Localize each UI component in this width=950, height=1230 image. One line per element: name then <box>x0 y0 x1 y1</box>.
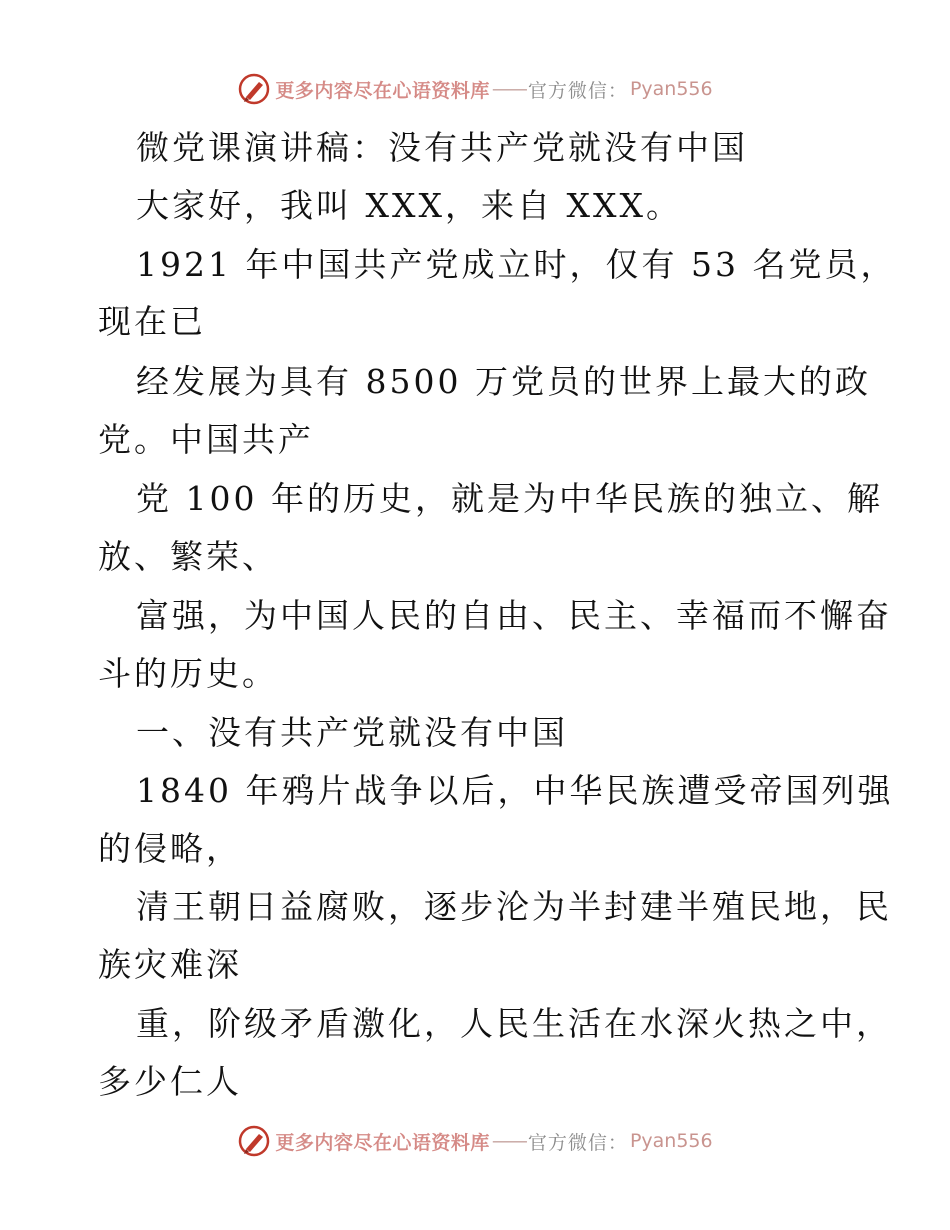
paragraph-line: 1921 年中国共产党成立时，仅有 53 名党员， <box>136 245 897 284</box>
banner-dash: —— <box>491 1130 526 1152</box>
banner-dash: —— <box>491 78 526 100</box>
paragraph-line: 现在已 <box>98 302 206 341</box>
paragraph-line: 放、繁荣、 <box>98 537 278 576</box>
paragraph-line: 党。中国共产 <box>98 420 314 459</box>
pen-logo-icon <box>237 72 271 106</box>
banner-main-text: 更多内容尽在心语资料库 <box>275 1131 490 1154</box>
paragraph-line: 族灾难深 <box>98 945 242 984</box>
document-title: 微党课演讲稿：没有共产党就没有中国 <box>136 128 748 167</box>
paragraph-line: 的侵略， <box>98 829 242 868</box>
header-banner <box>0 72 950 106</box>
paragraph-line: 党 100 年的历史，就是为中华民族的独立、解 <box>136 479 883 518</box>
paragraph-line: 清王朝日益腐败，逐步沦为半封建半殖民地，民 <box>136 887 892 926</box>
section-heading: 一、没有共产党就没有中国 <box>136 713 568 752</box>
banner-wechat-id: Pyan556 <box>629 1130 713 1152</box>
banner-main-text: 更多内容尽在心语资料库 <box>275 79 490 102</box>
footer-banner <box>0 1124 950 1158</box>
paragraph-line: 多少仁人 <box>98 1062 242 1101</box>
paragraph-line: 经发展为具有 8500 万党员的世界上最大的政 <box>136 362 871 401</box>
paragraph-line: 富强，为中国人民的自由、民主、幸福而不懈奋 <box>136 596 892 635</box>
banner-wechat-label: 官方微信： <box>527 1131 628 1154</box>
paragraph-line: 1840 年鸦片战争以后，中华民族遭受帝国列强 <box>136 771 894 810</box>
banner-wechat-id: Pyan556 <box>629 78 713 100</box>
banner-wechat-label: 官方微信： <box>527 79 628 102</box>
paragraph-line: 重，阶级矛盾激化，人民生活在水深火热之中， <box>136 1004 892 1043</box>
paragraph-line: 斗的历史。 <box>98 654 278 693</box>
paragraph-line: 大家好，我叫 XXX，来自 XXX。 <box>136 186 682 225</box>
pen-logo-icon <box>237 1124 271 1158</box>
